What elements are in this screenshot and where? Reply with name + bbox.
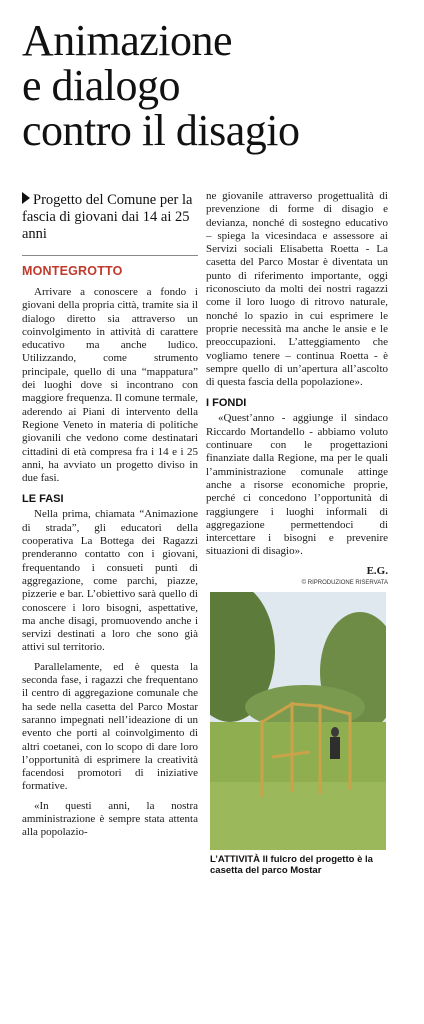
triangle-bullet-icon xyxy=(22,192,30,204)
photo-person-head xyxy=(331,727,339,737)
location-kicker: MONTEGROTTO xyxy=(22,264,123,278)
copyright-note: © RIPRODUZIONE RISERVATA xyxy=(301,579,388,586)
caption-label: L’ATTIVITÀ xyxy=(210,853,260,865)
subhead xyxy=(22,192,198,243)
section-heading-fondi: I FONDI xyxy=(206,397,247,410)
quote-paragraph: ne giovanile attraverso progettualità di prevenzione di forme di disagio e devianza, nonché di sostegno educativo – spiega la vicesindaca e assessore ai Servizi sociali Elisabetta Roetta - La casetta del Parco Mostar è diventata un punto di riferimento importante, oggi riconosciuto da molti dei nostri ragazzi come il loro luogo di ritrovo naturale, nonché lo spazio in cui esprimere le proprie necessità ma anche le ansie e le preoccupazioni. L’atteggiamento che vogliamo tenere – continua Roetta - è sempre quello di un’apertura all’ascolto di questa fascia della popolazione». xyxy=(206,190,388,389)
article-column-right xyxy=(206,190,388,877)
intro-paragraph: Arrivare a conoscere a fondo i giovani della propria città, tramite sia il dialogo diretto sia attraverso un coinvolgimento in attività di carattere educativo ma anche ludico. Utilizzando, come strumento principale, quello di una “mappatura” dei luoghi dove si incontrano con maggiore frequenza. Il comune termale, aderendo ai Piani di intervento della Regione Veneto in materia di politiche giovanili che vedono come destinatari cittadini di età compresa fra i 14 e i 25 anni, ha avviato un progetto diviso in due fasi. xyxy=(22,286,198,485)
fasi-paragraph-3: «In questi anni, la nostra amministrazione è sempre stata attenta alla popolazio- xyxy=(22,799,198,839)
headline-line-3: contro il disagio xyxy=(22,106,300,155)
author-signature: E.G. xyxy=(366,564,388,577)
article-column-left xyxy=(22,192,198,846)
photo-caption xyxy=(210,854,388,877)
photo-grass-front xyxy=(210,782,386,850)
caption-text: Il fulcro del progetto è la casetta del parco Mostar xyxy=(210,853,373,877)
fasi-paragraph-2: Parallelamente, ed è questa la seconda fase, i ragazzi che frequentano il centro di aggregazione comunale che ha sede nella casetta del Parco Mostar saranno impegnati nell’ideazione di un evento che porti al coinvolgimento di altri coetanei, con lo scopo di dare loro l’opportunità di esprimere la creatività facendosi promotori di iniziative formative. xyxy=(22,660,198,793)
fondi-paragraph: «Quest’anno - aggiunge il sindaco Riccardo Mortandello - abbiamo voluto continuare con le progettazioni finanziate dalla Regione, ma per le quali l’amministrazione comunale attinge anche a risorse economiche proprie, perché ci concedono l’opportunità di raggiungere i luoghi informali di aggregazione permettendoci di intercettare i bisogni e prevenire situazioni di disagio». xyxy=(206,412,388,558)
headline-line-1: Animazione xyxy=(22,16,233,65)
headline-line-2: e dialogo xyxy=(22,61,181,110)
photo-person-body xyxy=(330,737,340,759)
park-photo xyxy=(210,592,386,850)
headline xyxy=(22,18,412,153)
divider xyxy=(22,255,198,256)
subhead-text: Progetto del Comune per la fascia di giovani dai 14 ai 25 anni xyxy=(22,192,193,242)
section-heading-fasi: LE FASI xyxy=(22,493,64,506)
fasi-paragraph-1: Nella prima, chiamata “Animazione di strada”, gli educatori della cooperativa La Bottega dei Ragazzi prenderanno contatto con i giovani, frequentando i consueti punti di aggregazione, come parchi, piazze, pizzerie e bar. L’obiettivo sarà quello di conoscere i loro bisogni, aspettative, ma anche disagi, promuovendo anche i servizi destinati a loro che sono già attivi sul territorio. xyxy=(22,508,198,654)
